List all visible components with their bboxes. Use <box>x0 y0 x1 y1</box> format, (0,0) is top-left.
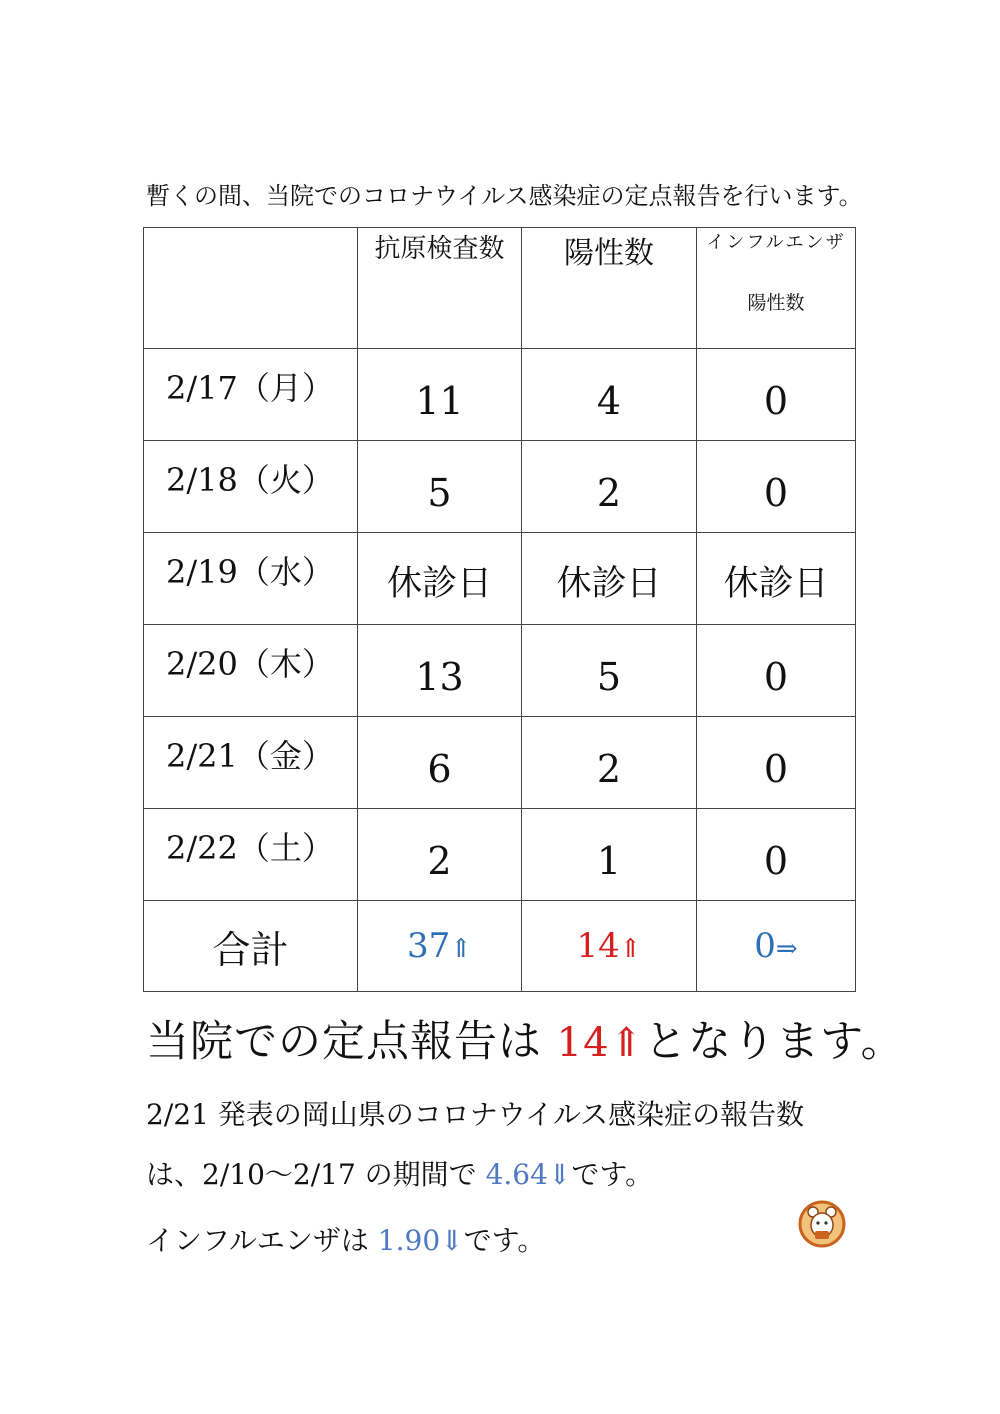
date-cell: 2/17（月） <box>144 349 358 441</box>
flu-cell: 0 <box>697 625 856 717</box>
header-blank-cell <box>144 228 358 349</box>
header-flu-line1: インフルエンザ <box>706 232 846 253</box>
date-cell: 2/18（火） <box>144 441 358 533</box>
prefecture-flu-value: 1.90⇓ <box>377 1224 464 1257</box>
antigen-cell: 6 <box>358 717 522 809</box>
clinic-summary <box>146 1008 905 1069</box>
total-positive <box>522 901 697 992</box>
up-arrow-icon: ⇑ <box>450 934 473 964</box>
up-arrow-icon: ⇑ <box>619 934 642 964</box>
right-arrow-icon: ⇒ <box>775 934 798 964</box>
header-antigen: 抗原検査数 <box>358 228 522 349</box>
summary-prefix: 当院での定点報告は <box>146 1017 542 1067</box>
table-row <box>144 533 856 625</box>
table-row <box>144 349 856 441</box>
summary-suffix: となります。 <box>644 1017 905 1067</box>
summary-value: 14⇑ <box>556 1020 645 1066</box>
flu-cell: 休診日 <box>697 533 856 625</box>
line3-prefix: インフルエンザは <box>146 1224 369 1257</box>
positive-cell: 5 <box>522 625 697 717</box>
table-header-row <box>144 228 856 349</box>
positive-cell: 2 <box>522 441 697 533</box>
positive-cell: 1 <box>522 809 697 901</box>
line2-prefix: は、2/10～2/17 の期間で <box>146 1158 477 1191</box>
report-table <box>143 227 856 992</box>
header-positive: 陽性数 <box>522 228 697 349</box>
antigen-cell: 11 <box>358 349 522 441</box>
line3-suffix: です。 <box>463 1224 546 1257</box>
table-row <box>144 809 856 901</box>
table-row <box>144 717 856 809</box>
date-cell: 2/22（土） <box>144 809 358 901</box>
antigen-cell: 2 <box>358 809 522 901</box>
date-cell: 2/20（木） <box>144 625 358 717</box>
total-flu-value: 0 <box>754 926 776 966</box>
total-row <box>144 901 856 992</box>
date-cell: 2/19（水） <box>144 533 358 625</box>
antigen-cell: 5 <box>358 441 522 533</box>
flu-cell: 0 <box>697 809 856 901</box>
positive-cell: 2 <box>522 717 697 809</box>
total-antigen <box>358 901 522 992</box>
total-label: 合計 <box>144 901 358 992</box>
flu-cell: 0 <box>697 441 856 533</box>
total-flu <box>697 901 856 992</box>
prefecture-report-line1: 2/21 発表の岡山県のコロナウイルス感染症の報告数 <box>146 1098 805 1131</box>
header-flu-line2: 陽性数 <box>747 292 805 314</box>
prefecture-report-line2 <box>146 1153 653 1193</box>
line2-suffix: です。 <box>571 1158 654 1191</box>
total-antigen-value: 37 <box>406 926 451 966</box>
antigen-cell: 13 <box>358 625 522 717</box>
date-cell: 2/21（金） <box>144 717 358 809</box>
clinic-logo-icon <box>798 1200 846 1248</box>
positive-cell: 休診日 <box>522 533 697 625</box>
prefecture-covid-value: 4.64⇓ <box>485 1158 572 1191</box>
table-row <box>144 441 856 533</box>
table-row <box>144 625 856 717</box>
antigen-cell: 休診日 <box>358 533 522 625</box>
flu-cell: 0 <box>697 349 856 441</box>
positive-cell: 4 <box>522 349 697 441</box>
flu-cell: 0 <box>697 717 856 809</box>
intro-text: 暫くの間、当院でのコロナウイルス感染症の定点報告を行います。 <box>146 182 863 210</box>
total-positive-value: 14 <box>576 926 620 966</box>
header-flu <box>697 228 856 349</box>
prefecture-report-line3 <box>146 1219 545 1259</box>
